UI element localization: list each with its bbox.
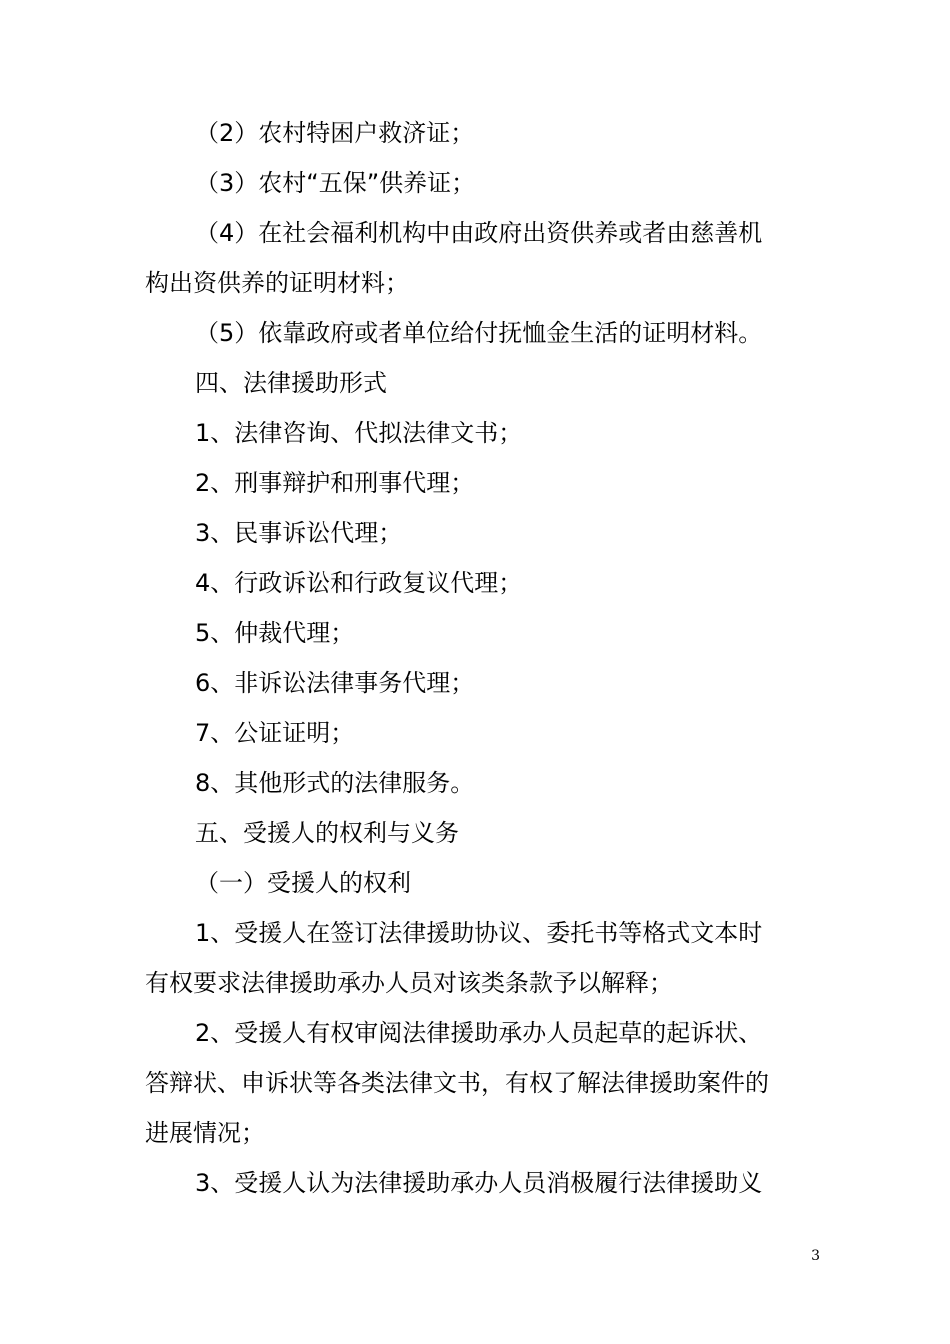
- text-line: 答辩状、申诉状等各类法律文书，有权了解法律援助案件的: [145, 1069, 769, 1097]
- subsection-heading: （一）受援人的权利: [195, 869, 411, 897]
- text-line: 进展情况；: [145, 1119, 265, 1147]
- text-line: （5）依靠政府或者单位给付抚恤金生活的证明材料。: [195, 319, 763, 347]
- list-item: 1、法律咨询、代拟法律文书；: [195, 419, 523, 447]
- list-item: 5、仲裁代理；: [195, 619, 355, 647]
- text-line: （4）在社会福利机构中由政府出资供养或者由慈善机: [195, 219, 763, 247]
- list-item: 3、民事诉讼代理；: [195, 519, 403, 547]
- text-line: （3）农村“五保”供养证；: [195, 169, 476, 197]
- text-line: 3、受援人认为法律援助承办人员消极履行法律援助义: [195, 1169, 763, 1197]
- list-item: 8、其他形式的法律服务。: [195, 769, 475, 797]
- section-heading: 五、受援人的权利与义务: [195, 819, 459, 847]
- list-item: 6、非诉讼法律事务代理；: [195, 669, 475, 697]
- list-item: 2、刑事辩护和刑事代理；: [195, 469, 475, 497]
- text-line: 构出资供养的证明材料；: [145, 269, 409, 297]
- page-number: 3: [811, 1248, 820, 1264]
- text-line: 2、受援人有权审阅法律援助承办人员起草的起诉状、: [195, 1019, 763, 1047]
- text-line: （2）农村特困户救济证；: [195, 119, 475, 147]
- list-item: 4、行政诉讼和行政复议代理；: [195, 569, 523, 597]
- text-line: 1、受援人在签订法律援助协议、委托书等格式文本时: [195, 919, 763, 947]
- section-heading: 四、法律援助形式: [195, 369, 387, 397]
- list-item: 7、公证证明；: [195, 719, 355, 747]
- text-line: 有权要求法律援助承办人员对该类条款予以解释；: [145, 969, 673, 997]
